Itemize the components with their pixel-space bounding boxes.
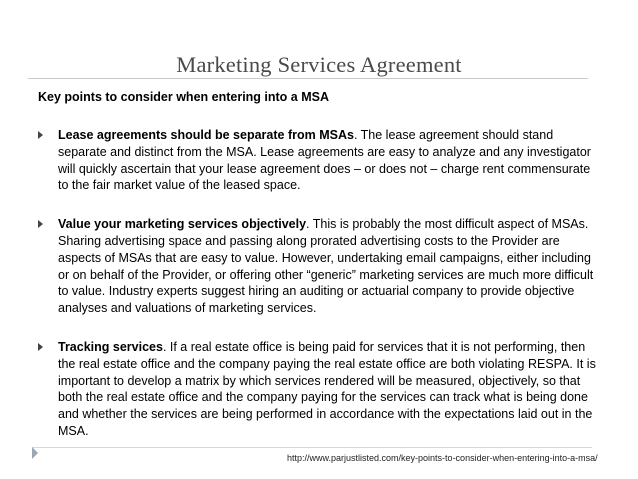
bullet-body: . This is probably the most difficult aspect of MSAs. Sharing advertising space and passing along prorated advertising costs to the Provider are aspects of MSAs that are easy to value. However, undertaking email campaigns, either including or on behalf of the Provider, or offering other “generic” marketing services are much more difficult to value. Industry experts suggest hiring an auditing or actuarial company to provide objective analyses and valuations of marketing services. (58, 217, 594, 316)
source-link[interactable]: http://www.parjustlisted.com/key-points-to-consider-when-entering-into-a-msa/ (287, 453, 598, 463)
bullet-body: . The lease agreement should stand separate and distinct from the MSA. Lease agreements are easy to analyze and any investigator will quickly ascertain that your lease agreement does – or does not – charge rent commensurate to the fair market value of the leased space. (58, 128, 591, 193)
corner-triangle-icon (32, 447, 38, 459)
bullet-item-tracking (38, 339, 603, 440)
bullet-list (38, 127, 603, 462)
footer-divider (32, 447, 592, 448)
triangle-right-icon (38, 343, 43, 351)
bullet-item-value (38, 216, 603, 317)
bullet-body: . If a real estate office is being paid for services that it is not performing, then the real estate office and the company paying the real estate office are both violating RESPA. It is important to develop a matrix by which services rendered will be measured, objectively, so that both the real estate office and the company paying for the services can track what is being done and whether the services are being performed in accordance with the expectations laid out in the MSA. (58, 339, 596, 438)
bullet-heading: Lease agreements should be separate from MSAs (58, 128, 354, 142)
bullet-heading: Value your marketing services objectively (58, 217, 307, 232)
title-divider (28, 78, 588, 79)
bullet-heading: Tracking services (58, 339, 163, 354)
slide-title: Marketing Services Agreement (176, 52, 462, 77)
triangle-right-icon (38, 220, 43, 228)
bullet-item-lease (38, 127, 603, 194)
triangle-right-icon (38, 131, 43, 139)
slide-subtitle: Key points to consider when entering into a MSA (38, 90, 329, 104)
